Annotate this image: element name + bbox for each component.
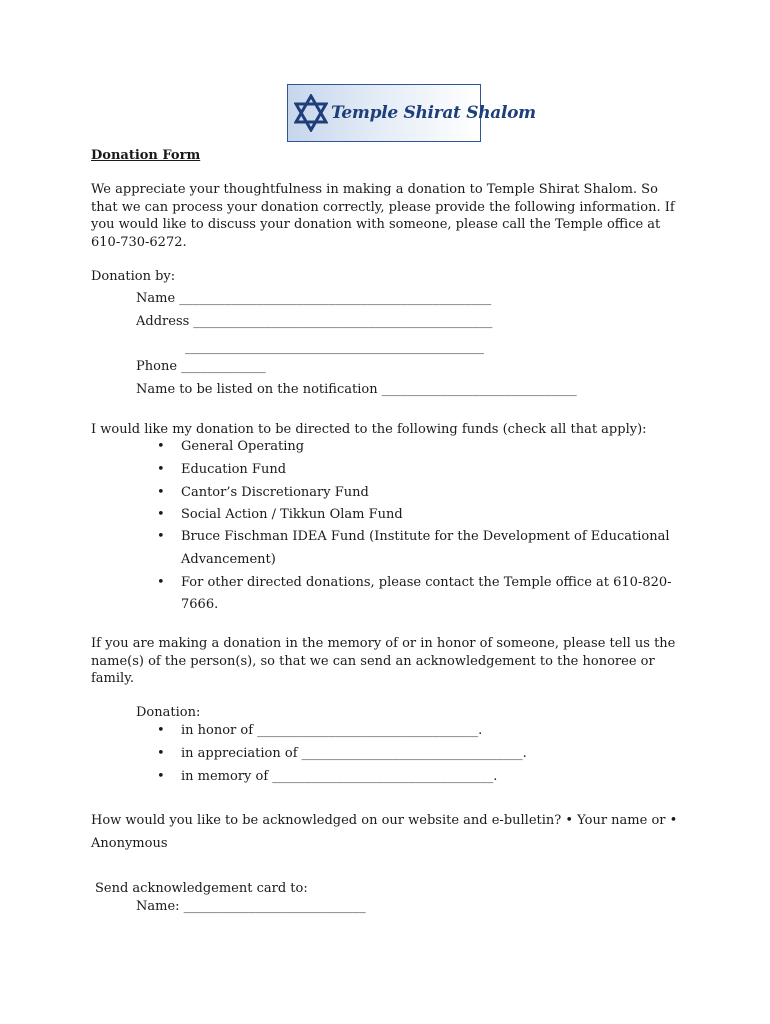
bullet-icon: • (157, 575, 165, 590)
fund-other-continued: 7666. (181, 597, 219, 612)
acknowledge-anonymous-option[interactable]: Anonymous (91, 836, 168, 851)
bullet-icon: • (157, 439, 165, 454)
phone-field[interactable]: Phone _____________ (136, 359, 266, 374)
in-honor-of-field[interactable]: in honor of __________________________________. (181, 723, 483, 738)
fund-education[interactable]: Education Fund (181, 462, 287, 477)
bullet-icon: • (157, 723, 165, 738)
funds-intro: I would like my donation to be directed to the following funds (check all that apply): (91, 422, 647, 437)
address-field[interactable]: Address ______________________________________________ (136, 314, 493, 329)
send-card-label: Send acknowledgement card to: (95, 881, 308, 896)
fund-cantors-discretionary[interactable]: Cantor’s Discretionary Fund (181, 485, 369, 500)
logo-text: Temple Shirat Shalom (331, 103, 536, 123)
fund-idea[interactable]: Bruce Fischman IDEA Fund (Institute for the Development of Educational (181, 529, 670, 544)
bullet-icon: • (157, 485, 165, 500)
name-field[interactable]: Name ________________________________________________ (136, 291, 492, 306)
fund-other: For other directed donations, please contact the Temple office at 610-820- (181, 575, 672, 590)
in-memory-of-field[interactable]: in memory of __________________________________. (181, 769, 498, 784)
intro-paragraph: We appreciate your thoughtfulness in making a donation to Temple Shirat Shalom. So that we can process your donation correctly, please provide the following information. If you would like to discuss your donation with someone, please call the Temple office at 610-730-6272. (91, 182, 675, 250)
fund-idea-continued: Advancement) (181, 552, 276, 567)
bullet-icon: • (157, 507, 165, 522)
bullet-icon: • (157, 529, 165, 544)
star-of-david-icon (294, 94, 328, 132)
page-title: Donation Form (91, 148, 201, 163)
notification-name-field[interactable]: Name to be listed on the notification ______________________________ (136, 382, 577, 397)
bullet-icon: • (157, 769, 165, 784)
fund-general-operating[interactable]: General Operating (181, 439, 305, 454)
acknowledge-question[interactable]: How would you like to be acknowledged on our website and e-bulletin? • Your name or • (91, 813, 678, 828)
address-line2-field[interactable]: ______________________________________________ (185, 340, 484, 355)
memory-paragraph: If you are making a donation in the memory of or in honor of someone, please tell us the name(s) of the person(s), so that we can send an acknowledgement to the honoree or family. (91, 636, 676, 686)
fund-social-action[interactable]: Social Action / Tikkun Olam Fund (181, 507, 403, 522)
send-card-name-field[interactable]: Name: ____________________________ (136, 899, 366, 914)
in-appreciation-of-field[interactable]: in appreciation of __________________________________. (181, 746, 527, 761)
donation-by-label: Donation by: (91, 269, 176, 284)
bullet-icon: • (157, 746, 165, 761)
bullet-icon: • (157, 462, 165, 477)
temple-logo (287, 84, 536, 142)
donation-label: Donation: (136, 705, 201, 720)
